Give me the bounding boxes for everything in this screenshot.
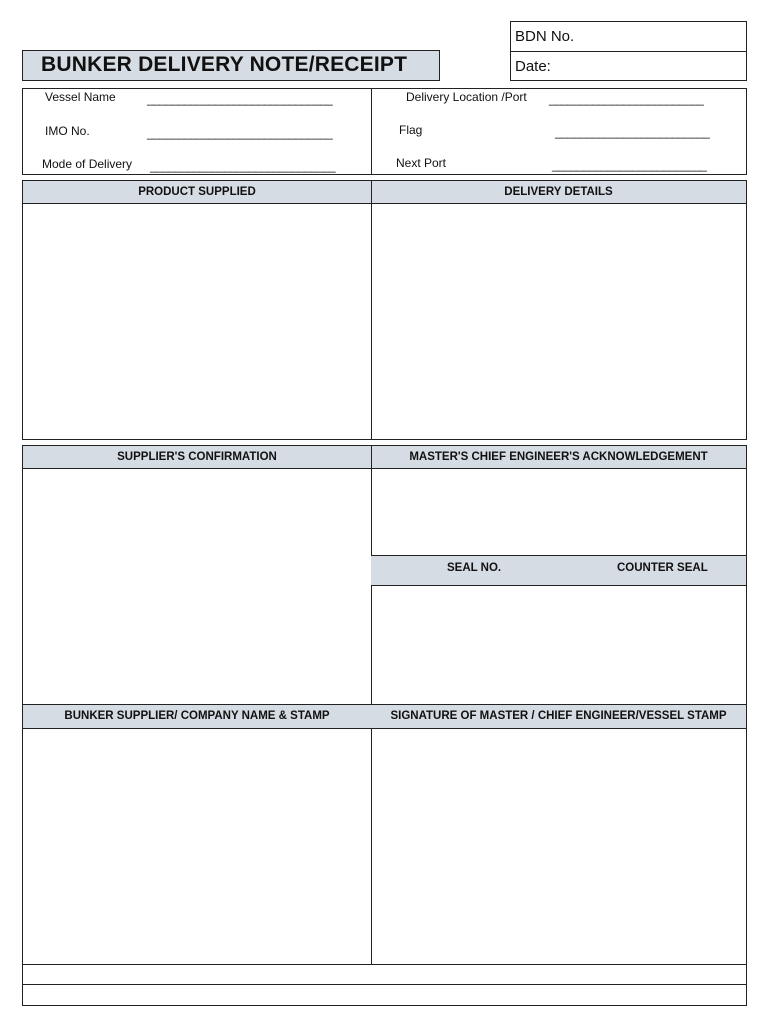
delivery-location-label: Delivery Location /Port <box>406 90 527 104</box>
seal-area[interactable] <box>372 586 746 704</box>
product-delivery-section <box>22 180 747 440</box>
imo-field[interactable]: ______________________________ <box>147 126 333 140</box>
bdn-box <box>510 21 747 81</box>
supplier-stamp-header: BUNKER SUPPLIER/ COMPANY NAME & STAMP <box>23 704 371 729</box>
product-supplied-area[interactable] <box>23 204 371 439</box>
confirmation-section <box>22 445 747 965</box>
bdn-number-label: BDN No. <box>515 28 575 45</box>
master-signature-header: SIGNATURE OF MASTER / CHIEF ENGINEER/VESSEL STAMP <box>371 704 746 729</box>
delivery-details-area[interactable] <box>372 204 746 439</box>
seal-no-label: SEAL NO. <box>447 562 502 574</box>
form-title: BUNKER DELIVERY NOTE/RECEIPT <box>22 50 440 81</box>
suppliers-confirmation-area[interactable] <box>23 469 371 704</box>
masters-acknowledgement-header: MASTER'S CHIEF ENGINEER'S ACKNOWLEDGEMENT <box>371 446 746 469</box>
delivery-details-header: DELIVERY DETAILS <box>371 181 746 204</box>
next-port-field[interactable]: _________________________ <box>552 158 707 172</box>
counter-seal-label: COUNTER SEAL <box>617 562 708 574</box>
vessel-info-section <box>22 88 747 175</box>
seal-header-row <box>371 555 746 586</box>
mode-of-delivery-label: Mode of Delivery <box>42 157 133 171</box>
suppliers-confirmation-header: SUPPLIER'S CONFIRMATION <box>23 446 371 469</box>
master-signature-area[interactable] <box>372 729 746 964</box>
flag-label: Flag <box>399 123 423 137</box>
vessel-name-field[interactable]: ______________________________ <box>147 92 333 106</box>
bdn-number-field[interactable] <box>511 22 746 52</box>
next-port-label: Next Port <box>396 156 447 170</box>
product-supplied-header: PRODUCT SUPPLIED <box>23 181 371 204</box>
footer-row-1[interactable] <box>22 964 747 985</box>
vessel-name-label: Vessel Name <box>45 90 116 104</box>
date-label: Date: <box>515 58 551 75</box>
masters-acknowledgement-area[interactable] <box>372 469 746 555</box>
supplier-stamp-area[interactable] <box>23 729 371 964</box>
imo-label: IMO No. <box>45 124 90 138</box>
flag-field[interactable]: _________________________ <box>555 125 710 139</box>
delivery-location-field[interactable]: _________________________ <box>549 92 704 106</box>
footer-row-2[interactable] <box>22 984 747 1006</box>
mode-of-delivery-field[interactable]: ______________________________ <box>150 159 336 173</box>
date-field[interactable] <box>511 52 746 81</box>
info-divider <box>371 89 372 174</box>
